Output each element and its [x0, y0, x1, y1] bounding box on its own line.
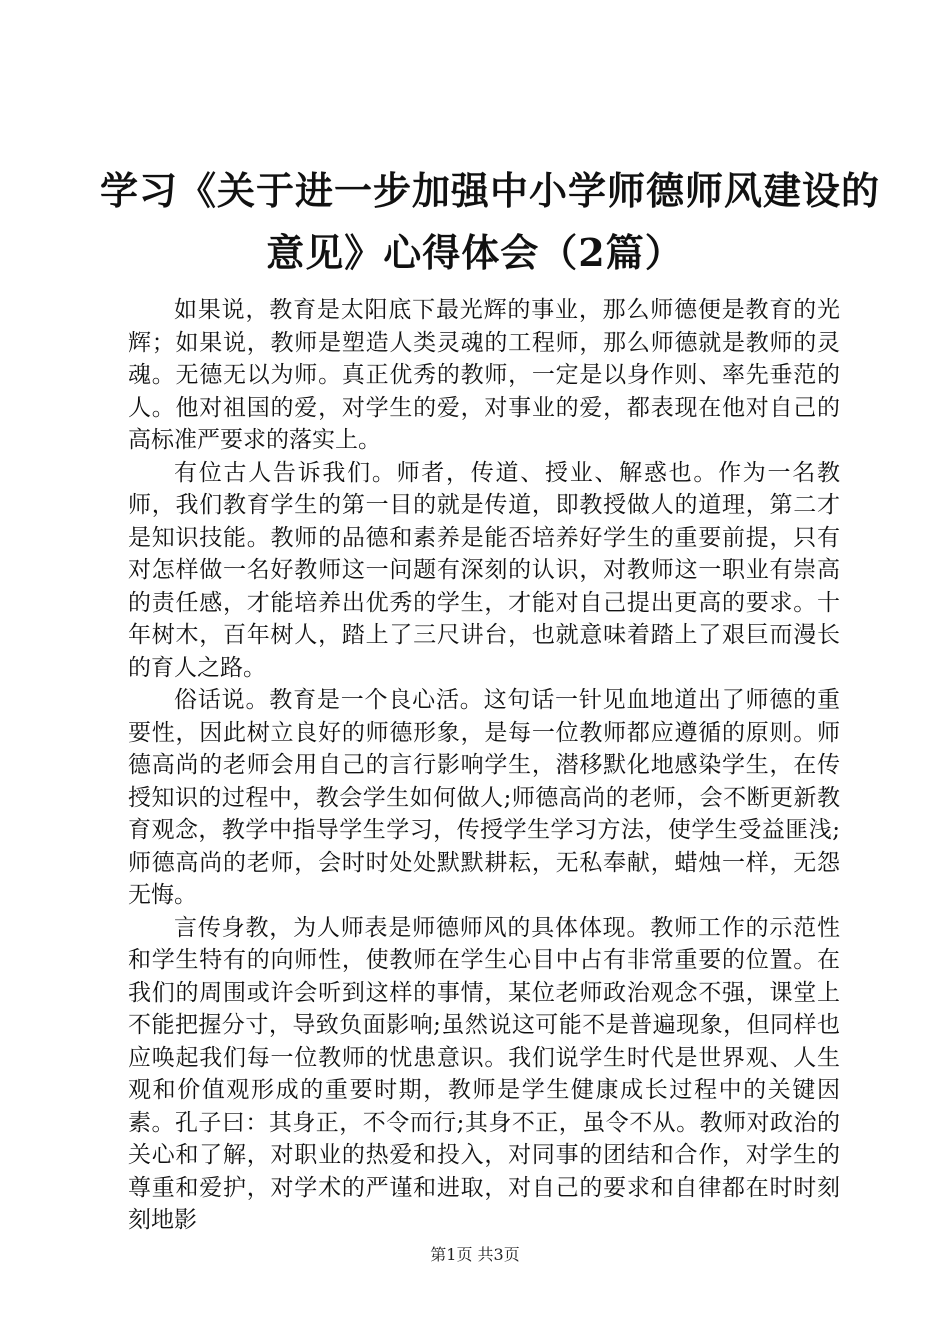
document-title	[100, 160, 881, 284]
paragraph-3: 俗话说。教育是一个良心活。这句话一针见血地道出了师德的重要性，因此树立良好的师德形象，是每一位教师都应遵循的原则。师德高尚的老师会用自己的言行影响学生，潜移默化地感染学生，在传授知识的过程中，教会学生如何做人;师德高尚的老师，会不断更新教育观念，教学中指导学生学习，传授学生学习方法，使学生受益匪浅;师德高尚的老师，会时时处处默默耕耘，无私奉献，蜡烛一样，无怨无悔。	[128, 687, 840, 908]
page-number-footer: 第1页 共3页	[430, 1245, 520, 1264]
title-line-2: 意见》心得体会（2篇）	[266, 230, 684, 275]
paragraph-2: 有位古人告诉我们。师者，传道、授业、解惑也。作为一名教师，我们教育学生的第一目的就是传道，即教授做人的道理，第二才是知识技能。教师的品德和素养是能否培养好学生的重要前提，只有对怎样做一名好教师这一问题有深刻的认识，对教师这一职业有崇高的责任感，才能培养出优秀的学生，才能对自己提出更高的要求。十年树木，百年树人，踏上了三尺讲台，也就意味着踏上了艰巨而漫长的育人之路。	[128, 459, 840, 681]
title-line-1: 学习《关于进一步加强中小学师德师风建设的	[100, 168, 881, 213]
paragraph-4: 言传身教，为人师表是师德师风的具体体现。教师工作的示范性和学生特有的向师性，使教师在学生心目中占有非常重要的位置。在我们的周围或许会听到这样的事情，某位老师政治观念不强，课堂上不能把握分寸，导致负面影响;虽然说这可能不是普遍现象，但同样也应唤起我们每一位教师的忧患意识。我们说学生时代是世界观、人生观和价值观形成的重要时期，教师是学生健康成长过程中的关键因素。孔子曰：其身正，不令而行;其身不正，虽令不从。教师对政治的关心和了解，对职业的热爱和投入，对同事的团结和合作，对学生的尊重和爱护，对学术的严谨和进取，对自己的要求和自律都在时时刻刻地影	[128, 914, 840, 1233]
document-body	[128, 294, 840, 1237]
paragraph-1: 如果说，教育是太阳底下最光辉的事业，那么师德便是教育的光辉；如果说，教师是塑造人类灵魂的工程师，那么师德就是教师的灵魂。无德无以为师。真正优秀的教师，一定是以身作则、率先垂范的人。他对祖国的爱，对学生的爱，对事业的爱，都表现在他对自己的高标准严要求的落实上。	[128, 297, 840, 453]
